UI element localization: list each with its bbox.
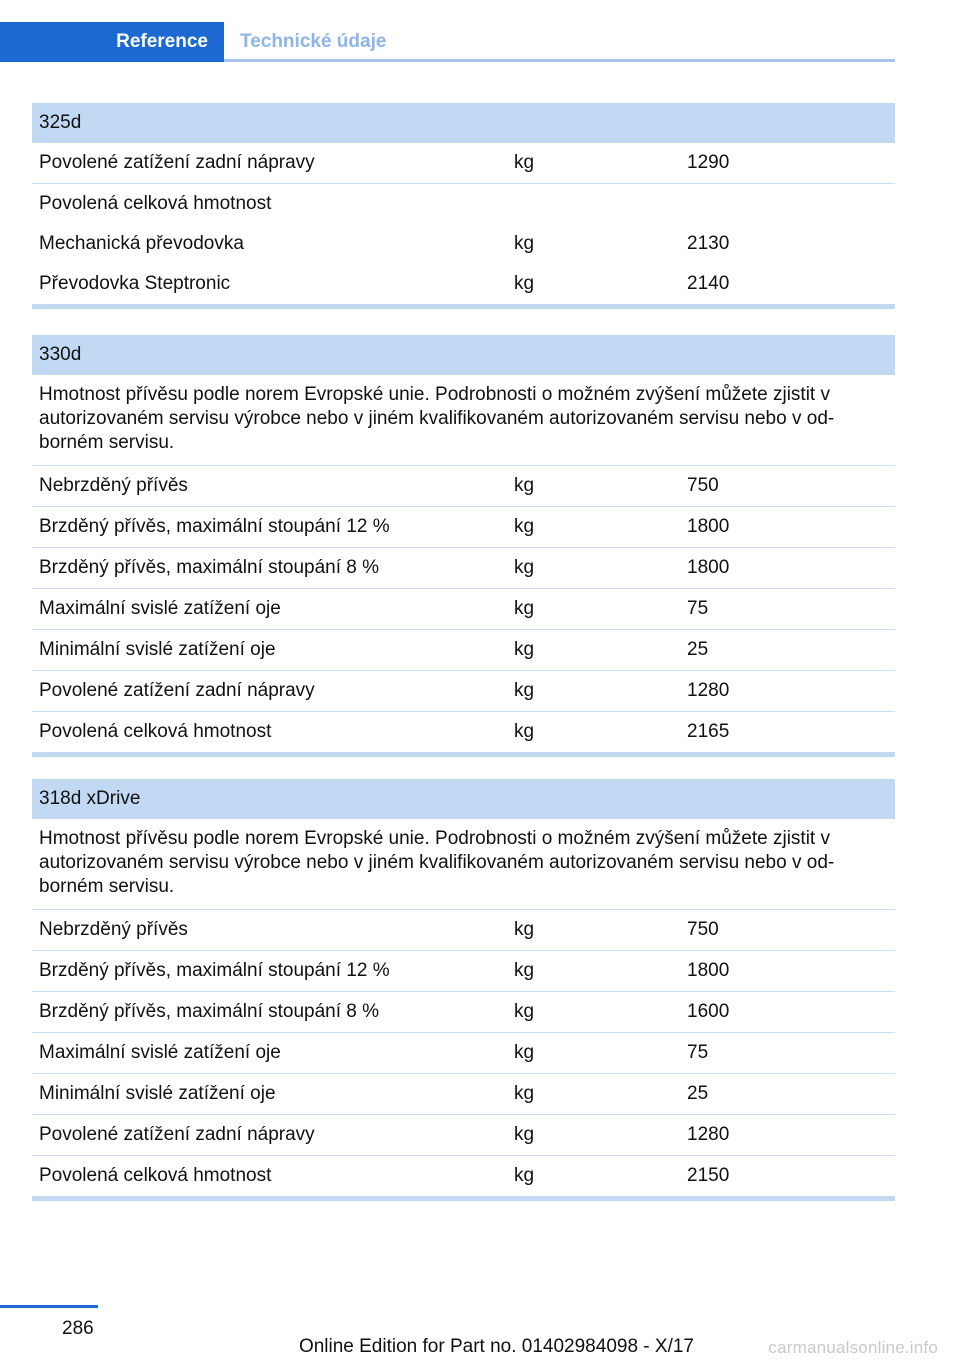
table-row [32,630,895,671]
row-value: 750 [687,919,719,940]
row-unit: kg [514,516,535,537]
row-unit: kg [514,919,535,940]
row-unit: kg [514,721,535,742]
row-unit: kg [514,233,535,254]
row-unit: kg [514,1165,535,1186]
table-note: Hmotnost přívěsu podle norem Evropské unie. Podrobnosti o možném zvýšení můžete zjistit v autorizovaném servisu výrobce nebo v jiném kvalifikovaném autorizovaném servisu nebo v odborném servisu. [32,819,895,910]
row-value: 1800 [687,960,730,981]
table-row [32,671,895,712]
row-value: 1800 [687,557,730,578]
table-row [32,712,895,752]
row-label: Brzděný přívěs, maximální stoupání 8 % [39,557,380,578]
row-unit: kg [514,1083,535,1104]
table-row [32,264,895,304]
row-label: Nebrzděný přívěs [39,475,188,496]
row-value: 1290 [687,152,730,173]
row-label: Převodovka Steptronic [39,273,231,294]
row-value: 1280 [687,1124,730,1145]
table-title-row [32,103,895,143]
row-label: Nebrzděný přívěs [39,919,188,940]
row-value: 1600 [687,1001,730,1022]
row-unit: kg [514,1124,535,1145]
table-row [32,507,895,548]
row-unit: kg [514,557,535,578]
row-value: 25 [687,1083,709,1104]
row-label: Maximální svislé zatížení oje [39,1042,281,1063]
row-unit: kg [514,639,535,660]
row-label: Povolené zatížení zadní nápravy [39,1124,315,1145]
header-divider [224,59,895,62]
table-title-row [32,779,895,819]
table-row [32,1074,895,1115]
watermark: carmanualsonline.info [768,1338,938,1357]
row-unit: kg [514,680,535,701]
row-value: 75 [687,1042,709,1063]
row-unit: kg [514,598,535,619]
row-label: Povolené zatížení zadní nápravy [39,152,315,173]
row-value: 1800 [687,516,730,537]
table-row [32,951,895,992]
table-row [32,224,895,264]
edition-text: Online Edition for Part no. 01402984098 - X/17 [298,1336,694,1357]
row-label: Povolená celková hmotnost [39,193,272,214]
row-label: Minimální svislé zatížení oje [39,639,276,660]
table-row [32,548,895,589]
header-tab-reference[interactable]: Reference [0,22,224,62]
table-row [32,910,895,951]
row-unit: kg [514,273,535,294]
table-end-bar [32,304,895,309]
table-row [32,589,895,630]
row-label: Brzděný přívěs, maximální stoupání 8 % [39,1001,380,1022]
row-unit: kg [514,152,535,173]
table-row [32,1115,895,1156]
table-note: Hmotnost přívěsu podle norem Evropské unie. Podrobnosti o možném zvýšení můžete zjistit v autorizovaném servisu výrobce nebo v jiném kvalifikovaném autorizovaném servisu nebo v odborném servisu. [32,375,895,466]
table-title-row [32,335,895,375]
spec-table-318d-xdrive [32,779,895,1201]
row-label: Povolená celková hmotnost [39,1165,272,1186]
table-row [32,1156,895,1196]
footer-accent-line [0,1305,98,1308]
row-label: Povolená celková hmotnost [39,721,272,742]
row-unit: kg [514,960,535,981]
row-value: 750 [687,475,719,496]
row-value: 75 [687,598,709,619]
table-title: 325d [39,112,82,133]
row-value: 1280 [687,680,730,701]
row-label: Povolené zatížení zadní nápravy [39,680,315,701]
row-value: 2130 [687,233,730,254]
page-number: 286 [62,1318,94,1339]
row-unit: kg [514,1001,535,1022]
header-tab-technical-data[interactable]: Technické údaje [240,31,387,52]
table-row [32,992,895,1033]
row-unit: kg [514,475,535,496]
table-row [32,143,895,184]
row-value: 2150 [687,1165,730,1186]
table-title: 318d xDrive [39,788,141,809]
table-row [32,184,895,224]
table-row [32,466,895,507]
row-value: 25 [687,639,709,660]
row-label: Brzděný přívěs, maximální stoupání 12 % [39,960,390,981]
row-label: Mechanická převodovka [39,233,244,254]
table-row [32,1033,895,1074]
row-unit: kg [514,1042,535,1063]
row-value: 2140 [687,273,730,294]
row-label: Brzděný přívěs, maximální stoupání 12 % [39,516,390,537]
spec-table-330d [32,335,895,757]
table-title: 330d [39,344,82,365]
table-end-bar [32,1196,895,1201]
spec-table-325d [32,103,895,309]
row-value: 2165 [687,721,730,742]
table-end-bar [32,752,895,757]
row-label: Maximální svislé zatížení oje [39,598,281,619]
row-label: Minimální svislé zatížení oje [39,1083,276,1104]
